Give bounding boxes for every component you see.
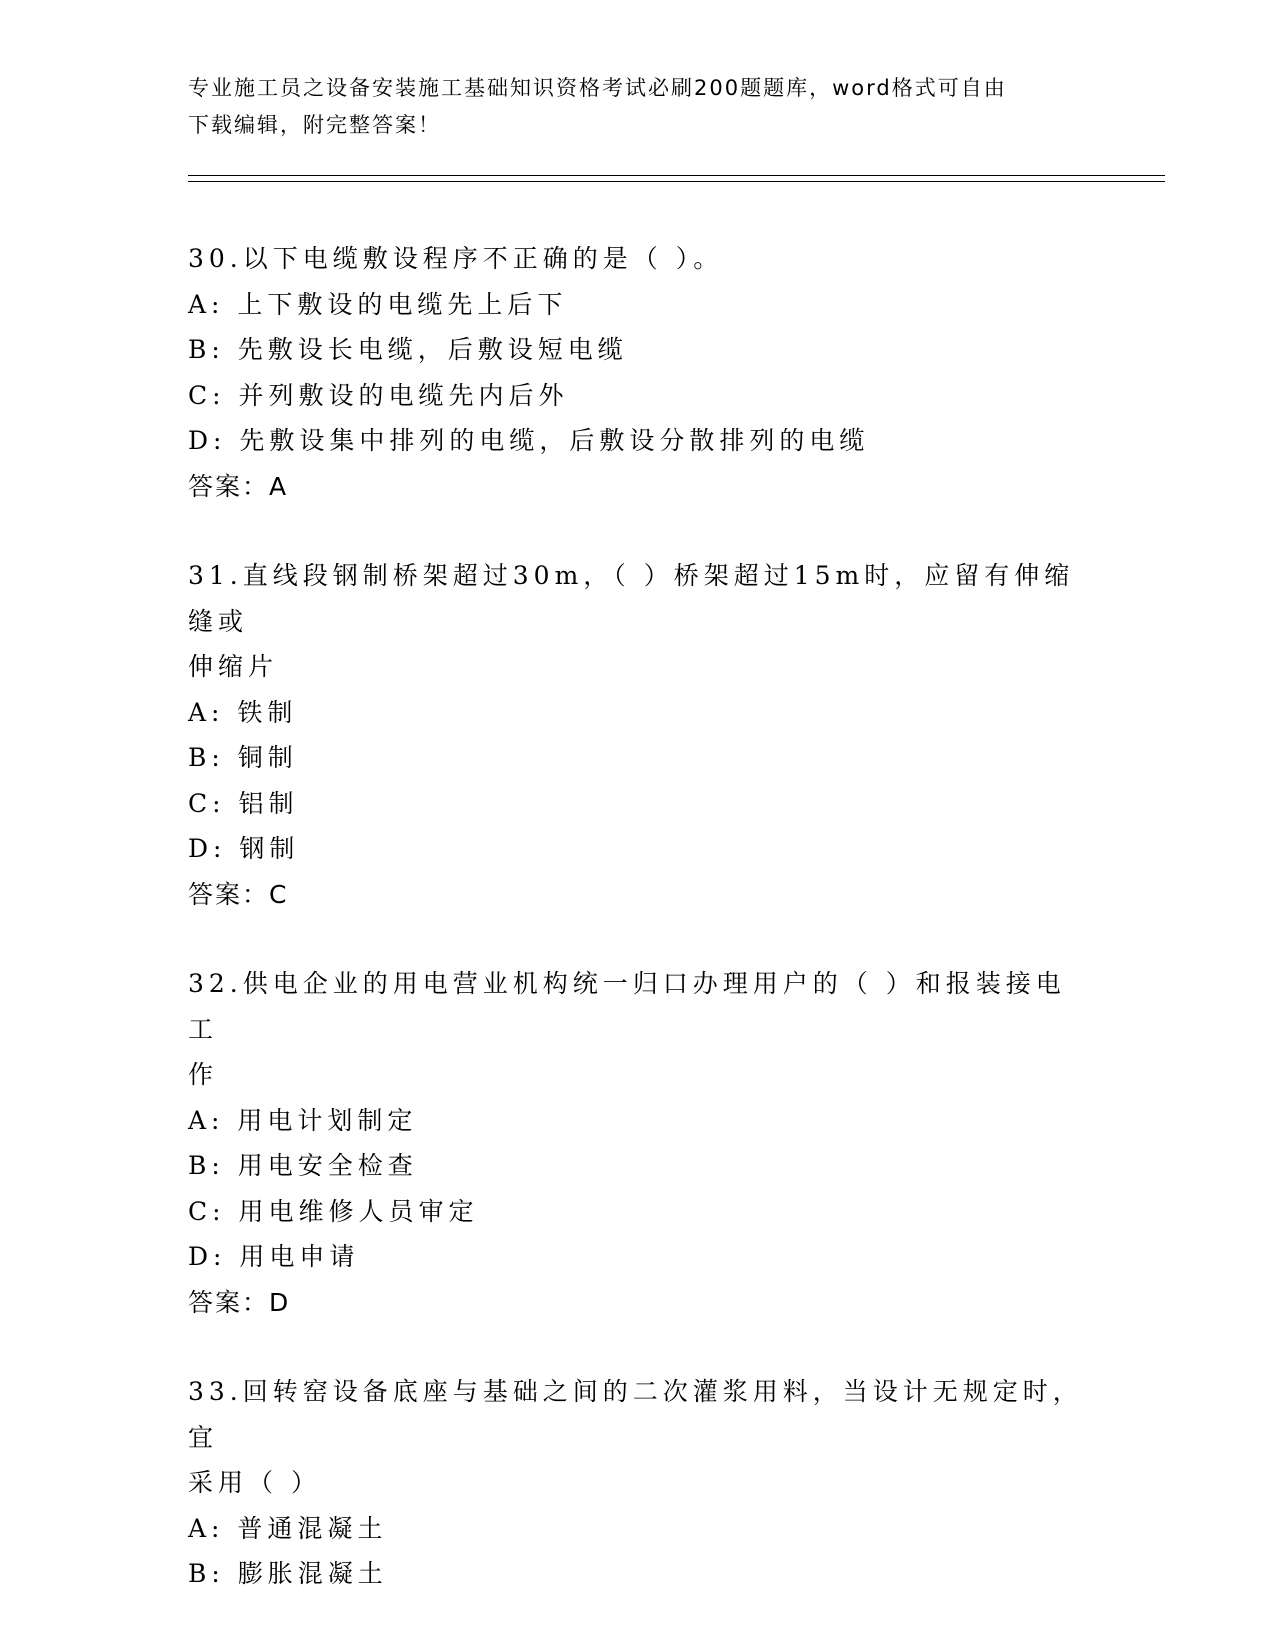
option-b: B: 膨胀混凝土 <box>188 1559 388 1588</box>
option-d: D: 钢制 <box>188 834 300 863</box>
header-rule-bottom <box>188 181 1165 182</box>
option-a: A: 用电计划制定 <box>188 1105 418 1135</box>
question-stem: 32.供电企业的用电营业机构统一归口办理用户的（ ）和报装接电工 <box>188 969 1066 1044</box>
option-b: B: 用电安全检查 <box>188 1151 418 1180</box>
question-stem-continued: 作 <box>188 1060 219 1089</box>
answer-text: 答案：C <box>188 879 289 909</box>
option-c: C: 铝制 <box>188 788 299 818</box>
question-33 <box>188 1369 1088 1597</box>
option-d: D: 用电申请 <box>188 1242 360 1271</box>
question-stem: 31.直线段钢制桥架超过30m，（ ）桥架超过15m时，应留有伸缩缝或 <box>188 561 1075 636</box>
question-31 <box>188 553 1088 917</box>
option-a: A: 上下敷设的电缆先上后下 <box>188 289 568 319</box>
header-line-1: 专业施工员之设备安装施工基础知识资格考试必刷200题题库，word格式可自由 <box>188 76 1007 100</box>
question-list <box>188 236 1088 1641</box>
answer-text: 答案：A <box>188 471 289 501</box>
document-header <box>188 70 1088 144</box>
question-30 <box>188 236 1088 509</box>
option-c: C: 用电维修人员审定 <box>188 1196 479 1226</box>
question-stem-continued: 伸缩片 <box>188 652 279 681</box>
option-d: D: 先敷设集中排列的电缆，后敷设分散排列的电缆 <box>188 426 870 455</box>
question-stem-continued: 采用（ ） <box>188 1468 321 1497</box>
header-line-2: 下载编辑，附完整答案！ <box>188 113 441 137</box>
header-rule-top <box>188 175 1165 176</box>
option-a: A: 普通混凝土 <box>188 1513 388 1543</box>
question-32 <box>188 961 1088 1325</box>
option-b: B: 先敷设长电缆，后敷设短电缆 <box>188 335 628 364</box>
answer-text: 答案：D <box>188 1287 291 1317</box>
question-stem: 30.以下电缆敷设程序不正确的是（ ）。 <box>188 244 724 273</box>
option-b: B: 铜制 <box>188 743 298 772</box>
option-a: A: 铁制 <box>188 697 298 727</box>
question-stem: 33.回转窑设备底座与基础之间的二次灌浆用料，当设计无规定时，宜 <box>188 1377 1083 1452</box>
option-c: C: 并列敷设的电缆先内后外 <box>188 380 569 410</box>
